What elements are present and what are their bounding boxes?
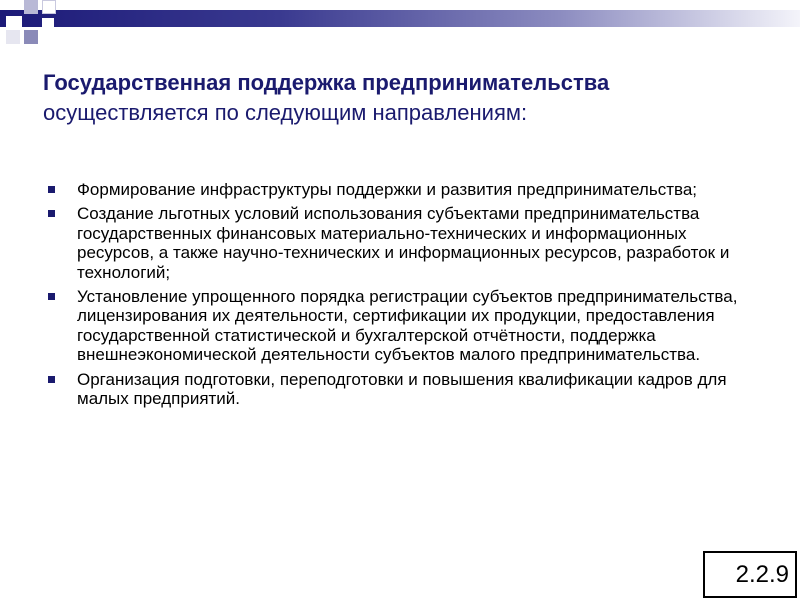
- bullet-text: Установление упрощенного порядка регистрации субъектов предпринимательства, лицензирования их деятельности, сертификации их продукции, предоставления государственной статистической и бухгалтерской отчётности, поддержка внешнеэкономической деятельности субъектов малого предпринимательства.: [77, 287, 738, 365]
- decoration-square: [42, 0, 56, 14]
- bullet-square-icon: [48, 376, 55, 383]
- bullet-text: Формирование инфраструктуры поддержки и развития предпринимательства;: [77, 180, 697, 199]
- bullet-text: Организация подготовки, переподготовки и повышения квалификации кадров для малых предприятий.: [77, 369, 727, 409]
- slide-title-line1: Государственная поддержка предпринимательства: [43, 70, 610, 95]
- slide-number-box: [703, 551, 797, 598]
- bullet-item: [48, 204, 758, 282]
- decoration-square: [24, 30, 38, 44]
- decoration-square: [24, 0, 38, 14]
- bullet-item: [48, 287, 758, 365]
- bullet-list: [48, 180, 758, 413]
- bullet-item: [48, 180, 758, 199]
- bullet-square-icon: [48, 293, 55, 300]
- header-decoration-band: [0, 10, 800, 27]
- decoration-square: [6, 30, 20, 44]
- bullet-item: [48, 370, 758, 409]
- bullet-text: Создание льготных условий использования субъектами предпринимательства государственных финансовых материально-технических и информационных ресурсов, а также научно-технических и информационных ресурсов, разработок и технологий;: [77, 204, 730, 282]
- slide-number: 2.2.9: [735, 561, 789, 588]
- decoration-square: [42, 18, 54, 30]
- bullet-square-icon: [48, 186, 55, 193]
- bullet-square-icon: [48, 210, 55, 217]
- slide-title: [43, 68, 763, 128]
- decoration-square: [6, 16, 22, 30]
- slide-title-line2: осуществляется по следующим направлениям:: [43, 100, 528, 125]
